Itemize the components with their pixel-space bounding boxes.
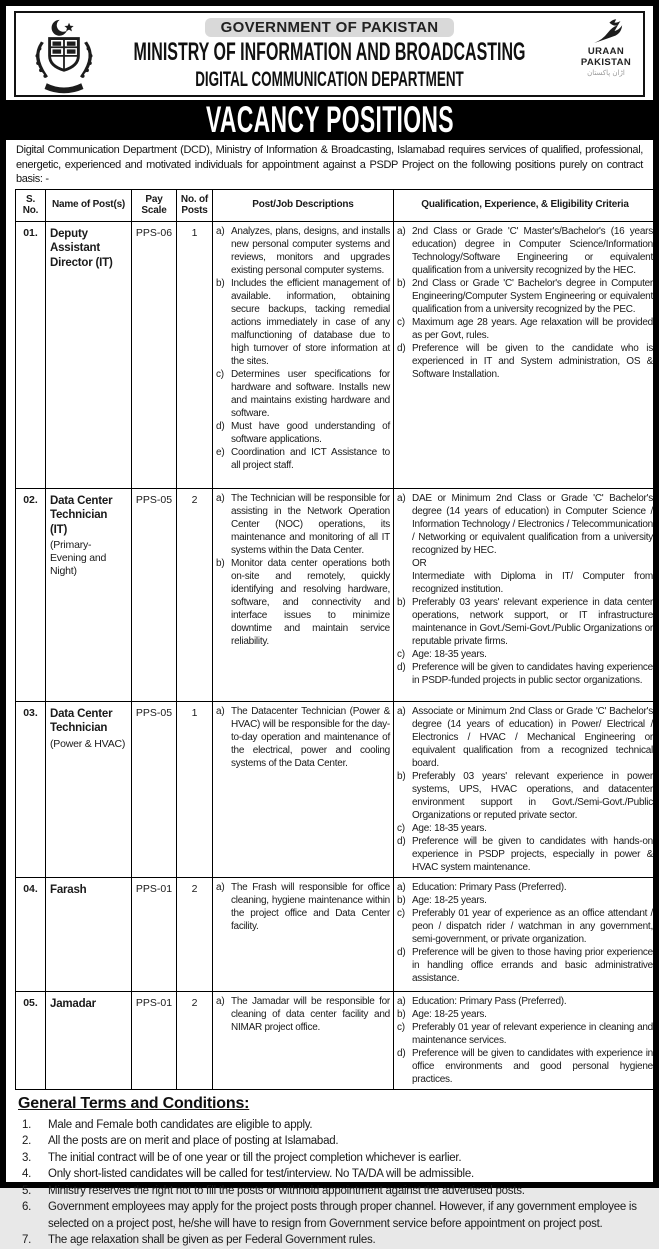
list-item	[397, 881, 653, 894]
item-letter: c)	[397, 907, 405, 919]
terms-item-number: 1.	[22, 1118, 32, 1131]
item-letter: c)	[397, 316, 405, 328]
item-letter: b)	[397, 770, 406, 782]
item-letter: d)	[397, 946, 406, 958]
uraan-label-line2: PAKISTAN	[580, 56, 632, 68]
terms-item-text: All the posts are on merit and place of posting at Islamabad.	[48, 1135, 339, 1147]
item-text: Education: Primary Pass (Preferred).	[412, 881, 567, 893]
list-item	[397, 342, 653, 381]
post-name-cell	[46, 488, 132, 701]
terms-item-text: Government employees may apply for the project posts through proper channel. However, if any government employee is selected on a project post, he/she will have to resign from Government service before appointment on project post.	[48, 1201, 637, 1230]
terms-item-number: 3.	[22, 1151, 32, 1164]
post-name-cell	[46, 877, 132, 991]
list-item	[397, 277, 653, 316]
pay-scale-cell: PPS-01	[132, 877, 177, 991]
post-name: Farash	[50, 883, 87, 896]
list-item	[216, 225, 390, 277]
item-text: Preferably 01 year of experience as an office attendant / peon / dispatch rider / watchman in any government, semi-government, or private organization.	[412, 907, 653, 945]
terms-item-number: 7.	[22, 1234, 32, 1246]
vacancy-banner-title: VACANCY POSITIONS	[205, 99, 454, 140]
qualification-cell	[394, 991, 657, 1089]
uraan-bird-icon	[589, 17, 623, 47]
item-text: Preferably 01 year of relevant experience in cleaning and maintenance services.	[412, 1021, 653, 1046]
item-text: Determines user specifications for hardware and software. Installs new and maintains existing hardware and software.	[231, 368, 390, 419]
intro-paragraph: Digital Communication Department (DCD), Ministry of Information & Broadcasting, Islamabad requires services of qualified, professional, energetic, experienced and motivated individuals for appointment against a PSDP Project on the following positions purely on contract basis: -	[16, 144, 643, 185]
terms-item	[18, 1166, 641, 1183]
list-item	[397, 770, 653, 822]
col-header-sno: S. No.	[16, 189, 46, 221]
government-of-pakistan-label: GOVERNMENT OF PAKISTAN	[205, 18, 455, 37]
list-item	[216, 420, 390, 446]
terms-item	[18, 1232, 641, 1249]
item-text: Age: 18-35 years.	[412, 822, 487, 834]
qualification-cell	[394, 488, 657, 701]
table-row	[16, 221, 657, 488]
list-item	[397, 570, 653, 596]
item-letter: b)	[216, 277, 225, 289]
ministry-title: MINISTRY OF INFORMATION AND BROADCASTING	[133, 38, 526, 66]
no-of-posts-cell: 1	[177, 221, 213, 488]
list-item	[397, 648, 653, 661]
item-text: Preferably 03 years' relevant experience in data center operations, network support, or IT infrastructure maintenance in Govt./Semi-Govt./Public Organizations or reputable private firms.	[412, 596, 653, 647]
uraan-urdu-label: اڑان پاکستان	[587, 69, 625, 77]
item-letter: b)	[397, 277, 406, 289]
list-item	[397, 894, 653, 907]
list-item	[397, 995, 653, 1008]
vacancy-table-body	[16, 221, 657, 1089]
terms-item-text: The initial contract will be of one year or till the project completion whichever is earlier.	[48, 1151, 462, 1164]
job-description-cell	[213, 488, 394, 701]
list-item	[397, 492, 653, 557]
qualification-cell	[394, 221, 657, 488]
item-text: Maximum age 28 years. Age relaxation will be provided as per Govt, rules.	[412, 316, 653, 341]
item-text: Preference will be given to candidates with hands-on experience in PSDP projects, especially in power & HVAC system maintenance.	[412, 835, 653, 873]
item-letter: c)	[397, 648, 405, 660]
list-item	[216, 368, 390, 420]
list-item	[216, 881, 390, 933]
item-letter: a)	[397, 225, 406, 237]
item-letter: a)	[216, 881, 225, 893]
header-titles	[16, 18, 643, 92]
row-serial-number: 02.	[16, 488, 46, 701]
col-header-qualification: Qualification, Experience, & Eligibility Criteria	[394, 189, 657, 221]
item-letter: a)	[216, 705, 225, 717]
item-text: Preferably 03 years' relevant experience in power systems, UPS, HVAC operations, and datacenter environment support in Govt./Semi-Govt./Public Organizations or reputed private sector.	[412, 770, 653, 821]
list-item	[397, 822, 653, 835]
item-text: The Frash will responsible for office cleaning, hygiene maintenance within the project office and Data Center facility.	[231, 881, 390, 932]
item-text: Includes the efficient management of available. information, obtaining secure backups, tacking remedial actions immediately in case of any malfunctioning of database due to high turnover of store information at the sites.	[231, 277, 390, 367]
list-item	[397, 705, 653, 770]
terms-item-text: Ministry reserves the right not to fill the posts or withhold appointment against the advertised posts.	[48, 1184, 525, 1197]
vacancy-table	[15, 189, 657, 1090]
item-text: Intermediate with Diploma in IT/ Computer from recognized institution.	[412, 570, 653, 595]
row-serial-number: 04.	[16, 877, 46, 991]
item-letter: d)	[397, 1047, 406, 1059]
terms-item-text: Male and Female both candidates are eligible to apply.	[48, 1118, 313, 1131]
item-text: The Jamadar will be responsible for cleaning of data center facility and NIMAR project office.	[231, 995, 390, 1033]
col-header-name: Name of Post(s)	[46, 189, 132, 221]
no-of-posts-cell: 2	[177, 877, 213, 991]
list-item	[397, 661, 653, 687]
post-name: Jamadar	[50, 997, 96, 1010]
terms-section	[14, 1090, 645, 1249]
terms-item-text: The age relaxation shall be given as per Federal Government rules.	[48, 1234, 376, 1246]
item-text: The Technician will be responsible for assisting in the Network Operation Center (NOC) operations, its maintenance and monitoring of all IT systems within the Data Center.	[231, 492, 390, 556]
terms-item-number: 6.	[22, 1201, 32, 1213]
post-note: (Primary- Evening and Night)	[50, 539, 107, 577]
vacancy-banner	[6, 100, 653, 140]
item-letter: a)	[397, 705, 406, 717]
table-row	[16, 701, 657, 877]
list-item	[216, 492, 390, 557]
item-text: OR	[412, 557, 427, 569]
list-item	[397, 1047, 653, 1086]
list-item	[397, 557, 653, 570]
header	[14, 11, 645, 97]
post-name: Data Center Technician (IT)	[50, 494, 113, 536]
item-letter: d)	[397, 342, 406, 354]
list-item	[216, 446, 390, 472]
item-letter: e)	[216, 446, 225, 458]
post-note: (Power & HVAC)	[50, 737, 126, 750]
item-letter: c)	[216, 368, 224, 380]
item-text: The Datacenter Technician (Power & HVAC) will be responsible for the day-to-day operation and maintenance of the electrical, power and cooling systems of the Data Center.	[231, 705, 390, 769]
terms-item	[18, 1133, 641, 1150]
item-text: Age: 18-25 years.	[412, 894, 487, 906]
item-letter: b)	[397, 894, 406, 906]
list-item	[397, 907, 653, 946]
terms-item-number: 2.	[22, 1135, 32, 1147]
list-item	[397, 946, 653, 985]
col-header-descriptions: Post/Job Descriptions	[213, 189, 394, 221]
pay-scale-cell: PPS-06	[132, 221, 177, 488]
no-of-posts-cell: 1	[177, 701, 213, 877]
terms-item	[18, 1150, 641, 1167]
terms-item-number: 4.	[22, 1168, 32, 1180]
item-letter	[397, 570, 412, 596]
item-text: Monitor data center operations both on-site and remotely, quickly identifying and resolving hardware, software, and connectivity and interface issues to minimize downtime and maintain service reliability.	[231, 557, 390, 647]
pay-scale-cell: PPS-05	[132, 488, 177, 701]
terms-list	[18, 1117, 641, 1249]
item-letter: a)	[216, 995, 225, 1007]
item-text: Analyzes, plans, designs, and installs new personal computer systems and reviews, monitors and upgrades existing personal computer systems.	[231, 225, 390, 276]
item-letter: a)	[397, 492, 406, 504]
item-text: Preference will be given to candidates having experience in PSDP-funded projects in public sector organizations.	[412, 661, 653, 686]
post-name-cell	[46, 221, 132, 488]
item-text: Preference will be given to those having prior experience in handling office errands and basic administrative assistance.	[412, 946, 653, 984]
pakistan-emblem-logo	[28, 17, 100, 95]
post-name: Data Center Technician	[50, 707, 113, 734]
item-letter: d)	[397, 835, 406, 847]
list-item	[216, 705, 390, 770]
item-text: Age: 18-25 years.	[412, 1008, 487, 1020]
row-serial-number: 01.	[16, 221, 46, 488]
uraan-pakistan-logo	[575, 17, 637, 97]
terms-item-text: Only short-listed candidates will be called for test/interview. No TA/DA will be admissible.	[48, 1168, 474, 1180]
list-item	[397, 316, 653, 342]
list-item	[397, 596, 653, 648]
terms-item	[18, 1183, 641, 1200]
table-row	[16, 488, 657, 701]
item-text: Education: Primary Pass (Preferred).	[412, 995, 567, 1007]
item-letter: a)	[397, 995, 406, 1007]
item-text: Associate or Minimum 2nd Class or Grade 'C' Bachelor's degree (14 years of education) in Power/ Electrical / Electronics / HVAC / Mechanical Engineering or equivalent qualification from a recognized technical board.	[412, 705, 653, 769]
list-item	[397, 1008, 653, 1021]
item-text: 2nd Class or Grade 'C' Master's/Bachelor's (16 years education) degree in Computer Science/Information Technology/Software Engineering or equivalent qualification from a university recognized by the HEC.	[412, 225, 653, 276]
list-item	[216, 995, 390, 1034]
item-letter: a)	[397, 881, 406, 893]
list-item	[397, 225, 653, 277]
row-serial-number: 03.	[16, 701, 46, 877]
no-of-posts-cell: 2	[177, 991, 213, 1089]
terms-item	[18, 1199, 641, 1232]
item-letter: c)	[397, 1021, 405, 1033]
vacancy-table-header	[16, 189, 657, 221]
item-text: Age: 18-35 years.	[412, 648, 487, 660]
qualification-cell	[394, 701, 657, 877]
row-serial-number: 05.	[16, 991, 46, 1089]
table-row	[16, 991, 657, 1089]
item-text: Preference will be given to candidates with experience in office environments and good personal hygiene practices.	[412, 1047, 653, 1085]
post-name-cell	[46, 701, 132, 877]
list-item	[216, 557, 390, 648]
item-text: 2nd Class or Grade 'C' Bachelor's degree in Computer Engineering/Computer System Engineering or equivalent qualification from a university recognized by the PEC.	[412, 277, 653, 315]
pay-scale-cell: PPS-01	[132, 991, 177, 1089]
item-letter: b)	[216, 557, 225, 569]
no-of-posts-cell: 2	[177, 488, 213, 701]
item-letter: b)	[397, 1008, 406, 1020]
uraan-label-line1: URAAN	[587, 46, 625, 57]
item-letter: a)	[216, 225, 225, 237]
item-letter: c)	[397, 822, 405, 834]
item-letter: a)	[216, 492, 225, 504]
list-item	[397, 835, 653, 874]
terms-heading: General Terms and Conditions:	[18, 1094, 250, 1112]
item-letter: d)	[216, 420, 225, 432]
terms-item	[18, 1117, 641, 1134]
item-letter: d)	[397, 661, 406, 673]
list-item	[397, 1021, 653, 1047]
item-letter	[397, 557, 412, 570]
item-text: Must have good understanding of software applications.	[231, 420, 390, 445]
item-text: DAE or Minimum 2nd Class or Grade 'C' Bachelor's degree (14 years of education) in Computer Science / Information Technology / Electronics / Telecommunication / Networking or equivalent qualification from a university recognized by HEC.	[412, 492, 653, 556]
job-description-cell	[213, 991, 394, 1089]
job-description-cell	[213, 701, 394, 877]
item-letter: b)	[397, 596, 406, 608]
col-header-no-of-posts: No. of Posts	[177, 189, 213, 221]
col-header-pay-scale: Pay Scale	[132, 189, 177, 221]
department-title: DIGITAL COMMUNICATION DEPARTMENT	[195, 68, 464, 91]
post-name: Deputy Assistant Director (IT)	[50, 227, 113, 269]
item-text: Coordination and ICT Assistance to all project staff.	[231, 446, 390, 471]
job-description-cell	[213, 877, 394, 991]
table-row	[16, 877, 657, 991]
item-text: Preference will be given to the candidate who is experienced in IT and System administration, OS & Software Installation.	[412, 342, 653, 380]
terms-item-number: 5.	[22, 1184, 32, 1197]
qualification-cell	[394, 877, 657, 991]
post-name-cell	[46, 991, 132, 1089]
list-item	[216, 277, 390, 368]
pay-scale-cell: PPS-05	[132, 701, 177, 877]
job-description-cell	[213, 221, 394, 488]
